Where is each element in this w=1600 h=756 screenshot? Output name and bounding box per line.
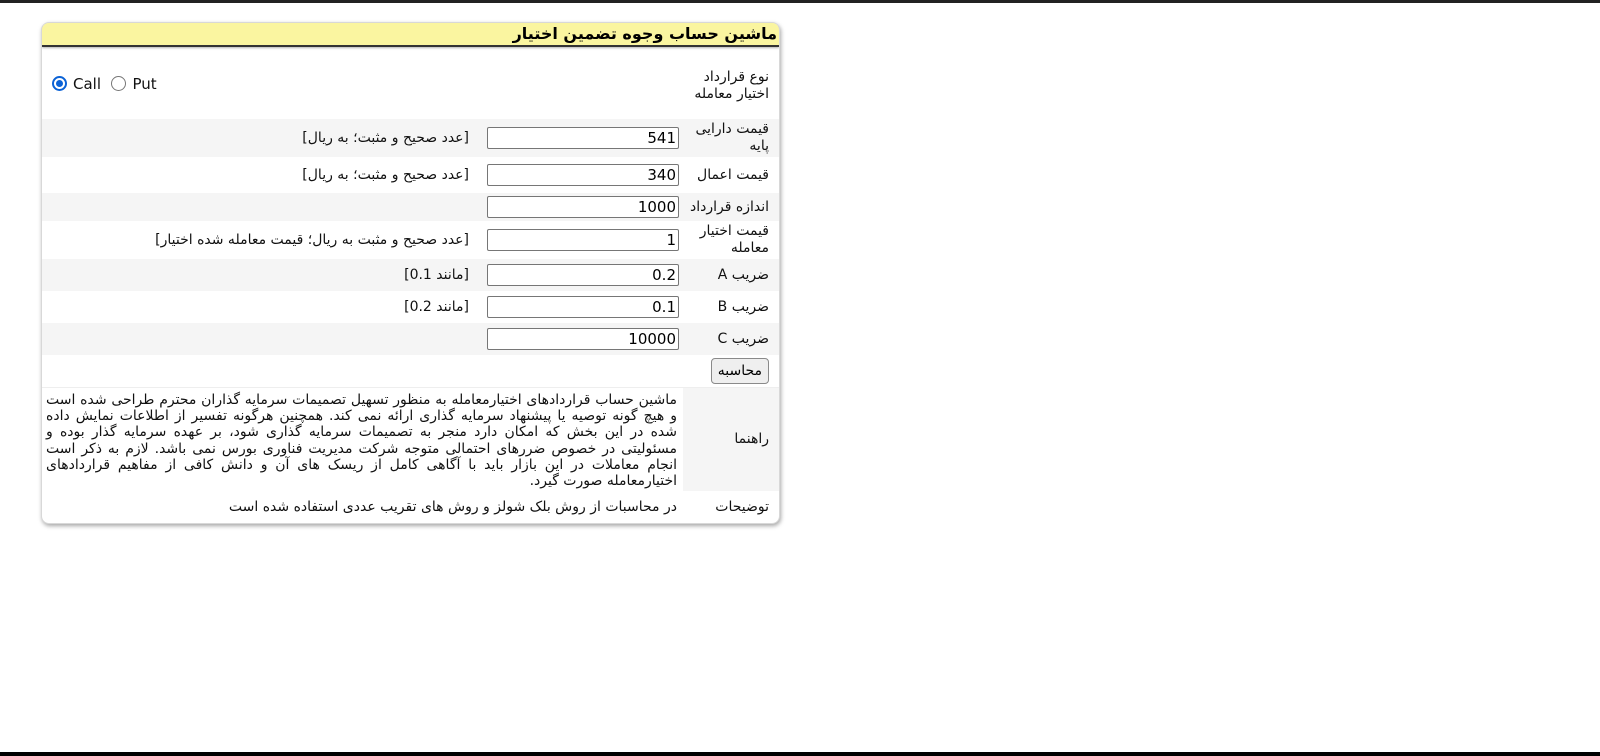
notes-label: توضیحات <box>715 498 769 515</box>
contract-size-input[interactable] <box>487 196 679 218</box>
coef-c-label: ضریب C <box>683 323 779 355</box>
guide-text: ماشین حساب قراردادهای اختیارمعامله به منظور تسهیل تصمیمات سرمایه گذاران محترم طراحی شده است و هیچ گونه توصیه یا پیشنهاد سرمایه گذاری ارائه نمی کند. همچنین هرگونه تفسیر از اطلاعات نمایش داده شده در این بخش که امکان دارد منجر به تصمیمات سرمایه گذاری شود، بر عهده سرمایه گذار بوده و مسئولیتی در خصوص ضررهای احتمالی متوجه شرکت مدیریت فناوری بورس نمی باشد. لازم به ذکر است انجام معاملات در این بازار باید با آگاهی کامل از ریسک های آن و دانش کافی از مفاهیم قراردادهای اختیارمعامله صورت گیرد. <box>42 387 683 491</box>
contract-size-row <box>42 193 779 221</box>
option-type-label: نوع قرارداد اختیار معامله <box>694 69 769 102</box>
bottom-border <box>0 752 1600 756</box>
coef-c-hint <box>42 323 475 355</box>
underlying-price-row <box>42 119 779 157</box>
coef-a-row <box>42 259 779 291</box>
underlying-price-label: قیمت دارایی پایه <box>683 119 779 157</box>
option-price-row <box>42 221 779 259</box>
radio-call-control[interactable] <box>52 76 67 91</box>
option-margin-calculator <box>41 22 780 524</box>
top-border <box>0 0 1600 3</box>
coef-b-label: ضریب B <box>717 298 769 315</box>
guide-label: راهنما <box>683 387 779 491</box>
strike-price-label: قیمت اعمال <box>697 166 769 183</box>
strike-price-hint: [عدد صحیح و مثبت؛ به ریال] <box>302 167 469 183</box>
option-price-hint: [عدد صحیح و مثبت به ریال؛ قیمت معامله شده اختیار] <box>155 232 469 248</box>
option-type-radios <box>42 51 683 119</box>
guide-row <box>42 387 779 491</box>
contract-size-label: اندازه قرارداد <box>683 193 779 221</box>
notes-text: در محاسبات از روش بلک شولز و روش های تقریب عددی استفاده شده است <box>228 499 677 516</box>
radio-put-label: Put <box>132 74 157 93</box>
option-price-input[interactable] <box>487 229 679 251</box>
notes-row <box>42 491 779 523</box>
strike-price-row <box>42 157 779 193</box>
radio-put[interactable] <box>111 75 156 93</box>
coef-b-row <box>42 291 779 323</box>
radio-call[interactable] <box>52 75 101 93</box>
coef-c-row <box>42 323 779 355</box>
option-price-label: قیمت اختیار معامله <box>699 223 769 256</box>
option-type-row <box>42 51 779 119</box>
coef-b-input[interactable] <box>487 296 679 318</box>
radio-put-control[interactable] <box>111 76 126 91</box>
coef-c-input[interactable] <box>487 328 679 350</box>
calculator-title: ماشین حساب وجوه تضمین اختیار <box>42 23 779 47</box>
calculate-row <box>42 355 779 387</box>
coef-a-input[interactable] <box>487 264 679 286</box>
coef-a-hint: [مانند 0.1] <box>42 259 475 291</box>
strike-price-input[interactable] <box>487 164 679 186</box>
calculator-form <box>42 51 779 523</box>
underlying-price-input[interactable] <box>487 127 679 149</box>
radio-call-label: Call <box>73 74 102 93</box>
coef-b-hint: [مانند 0.2] <box>404 299 469 315</box>
coef-a-label: ضریب A <box>683 259 779 291</box>
underlying-price-hint: [عدد صحیح و مثبت؛ به ریال] <box>42 119 475 157</box>
contract-size-hint <box>42 193 475 221</box>
calculate-button[interactable]: محاسبه <box>711 358 769 384</box>
